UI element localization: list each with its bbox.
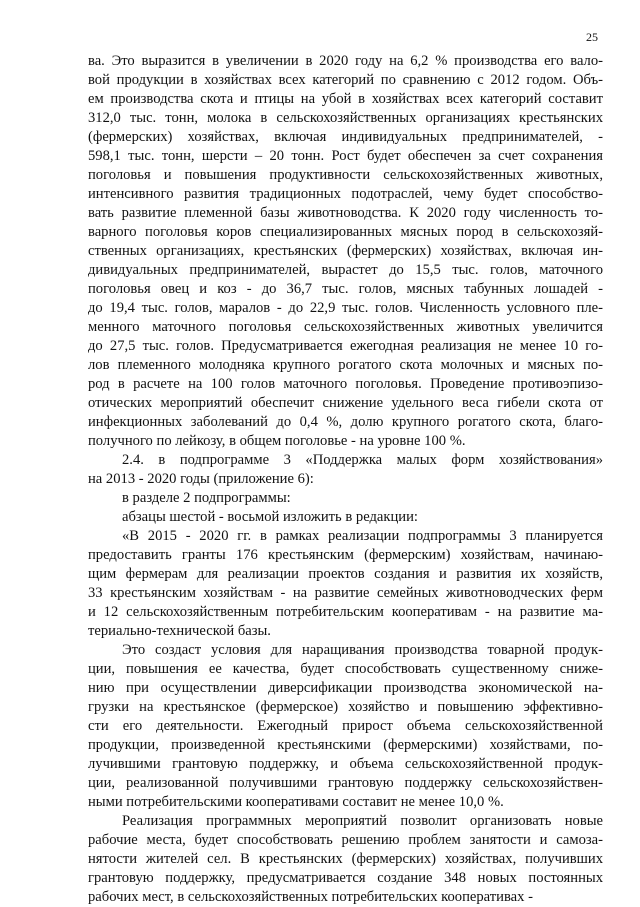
text-line: (фермерских) хозяйствах, включая индивидуальных предпринимателей, -: [88, 129, 603, 145]
paragraph: [88, 527, 603, 641]
text-line: дивидуальных предпринимателей, вырастет до 15,5 тыс. голов, маточного: [88, 262, 603, 278]
paragraph: [88, 52, 603, 451]
text-line: грузки на крестьянское (фермерское) хозяйство и повышению эффективно-: [88, 699, 603, 715]
text-line: ции, реализованной получившими грантовую поддержку сельскохозяйствен-: [88, 775, 603, 791]
text-line: рабочих мест, в сельскохозяйственных потребительских кооперативах -: [88, 889, 533, 905]
text-line: интенсивного развития традиционных подотраслей, чему будет способство-: [88, 186, 603, 202]
text-line: менного маточного поголовья сельскохозяйственных животных увеличится: [88, 319, 603, 335]
text-line: вать развитие племенной базы животноводства. К 2020 году численность то-: [88, 205, 603, 221]
text-line: сти его деятельности. Ежегодный прирост объема сельскохозяйственной: [88, 718, 603, 734]
text-line: род в расчете на 100 голов маточного поголовья. Проведение противоэпизо-: [88, 376, 603, 392]
text-line: Реализация программных мероприятий позволит организовать новые: [122, 813, 603, 829]
text-line: и 12 сельскохозяйственным потребительским кооперативам - на развитие ма-: [88, 604, 603, 620]
document-body: [88, 52, 603, 907]
text-line: лучившими грантовую поддержку, и объема сельскохозяйственной продук-: [88, 756, 603, 772]
text-line: поголовья овец и коз - до 36,7 тыс. голов, мясных табунных лошадей -: [88, 281, 603, 297]
text-line: получного по лейкозу, в общем поголовье - на уровне 100 %.: [88, 433, 466, 449]
text-line: 2.4. в подпрограмме 3 «Поддержка малых форм хозяйствования»: [122, 452, 603, 468]
text-line: щим фермерам для реализации проектов создания и развития их хозяйств,: [88, 566, 603, 582]
text-line: ственных организациях, крестьянских (фермерских) хозяйствах, включая ин-: [88, 243, 603, 259]
text-line: продукции, произведенной крестьянскими (фермерскими) хозяйствами, по-: [88, 737, 603, 753]
text-line: предоставить гранты 176 крестьянским (фермерским) хозяйствам, начинаю-: [88, 547, 603, 563]
text-line: нятости жителей сел. В крестьянских (фермерских) хозяйствах, получивших: [88, 851, 603, 867]
text-line: абзацы шестой - восьмой изложить в редакции:: [122, 509, 418, 525]
text-line: ции, повышения ее качества, будет способствовать существенному сниже-: [88, 661, 603, 677]
text-line: 312,0 тыс. тонн, молока в сельскохозяйственных организациях крестьянских: [88, 110, 603, 126]
paragraph: [88, 508, 603, 527]
text-line: до 19,4 тыс. голов, маралов - до 22,9 тыс. голов. Численность условного пле-: [88, 300, 603, 316]
text-line: рабочие места, будет способствовать решению проблем занятости и самоза-: [88, 832, 603, 848]
text-line: в разделе 2 подпрограммы:: [122, 490, 291, 506]
paragraph: [88, 812, 603, 907]
text-line: Это создаст условия для наращивания производства товарной продук-: [122, 642, 603, 658]
text-line: ем производства скота и птицы на убой в хозяйствах всех категорий составит: [88, 91, 603, 107]
text-line: лов племенного молодняка крупного рогатого скота молочных и мясных по-: [88, 357, 603, 373]
text-line: вой продукции в хозяйствах всех категорий по сравнению с 2012 годом. Объ-: [88, 72, 603, 88]
text-line: до 27,5 тыс. голов. Предусматривается ежегодная реализация не менее 10 го-: [88, 338, 603, 354]
paragraph: [88, 641, 603, 812]
text-line: инфекционных заболеваний до 0,4 %, долю крупного рогатого скота, благо-: [88, 414, 603, 430]
text-line: поголовья и повышения продуктивности сельскохозяйственных животных,: [88, 167, 603, 183]
text-line: варного поголовья коров специализированных мясных пород в сельскохозяй-: [88, 224, 603, 240]
text-line: 33 крестьянским хозяйствам - на развитие семейных животноводческих ферм: [88, 585, 603, 601]
text-line: териально-технической базы.: [88, 623, 271, 639]
text-line: 598,1 тыс. тонн, шерсти – 20 тонн. Рост будет обеспечен за счет сохранения: [88, 148, 603, 164]
text-line: «В 2015 - 2020 гг. в рамках реализации подпрограммы 3 планируется: [122, 528, 603, 544]
paragraph: [88, 489, 603, 508]
text-line: на 2013 - 2020 годы (приложение 6):: [88, 471, 314, 487]
text-line: отических мероприятий обеспечит снижение удельного веса гибели скота от: [88, 395, 603, 411]
text-line: нию при осуществлении диверсификации производства экономической на-: [88, 680, 603, 696]
paragraph: [88, 451, 603, 489]
page-number: 25: [586, 30, 598, 44]
text-line: ва. Это выразится в увеличении в 2020 году на 6,2 % производства его вало-: [88, 53, 603, 69]
text-line: грантовую поддержку, предусматривается создание 348 новых постоянных: [88, 870, 603, 886]
text-line: ными потребительскими кооперативами составит не менее 10,0 %.: [88, 794, 504, 810]
